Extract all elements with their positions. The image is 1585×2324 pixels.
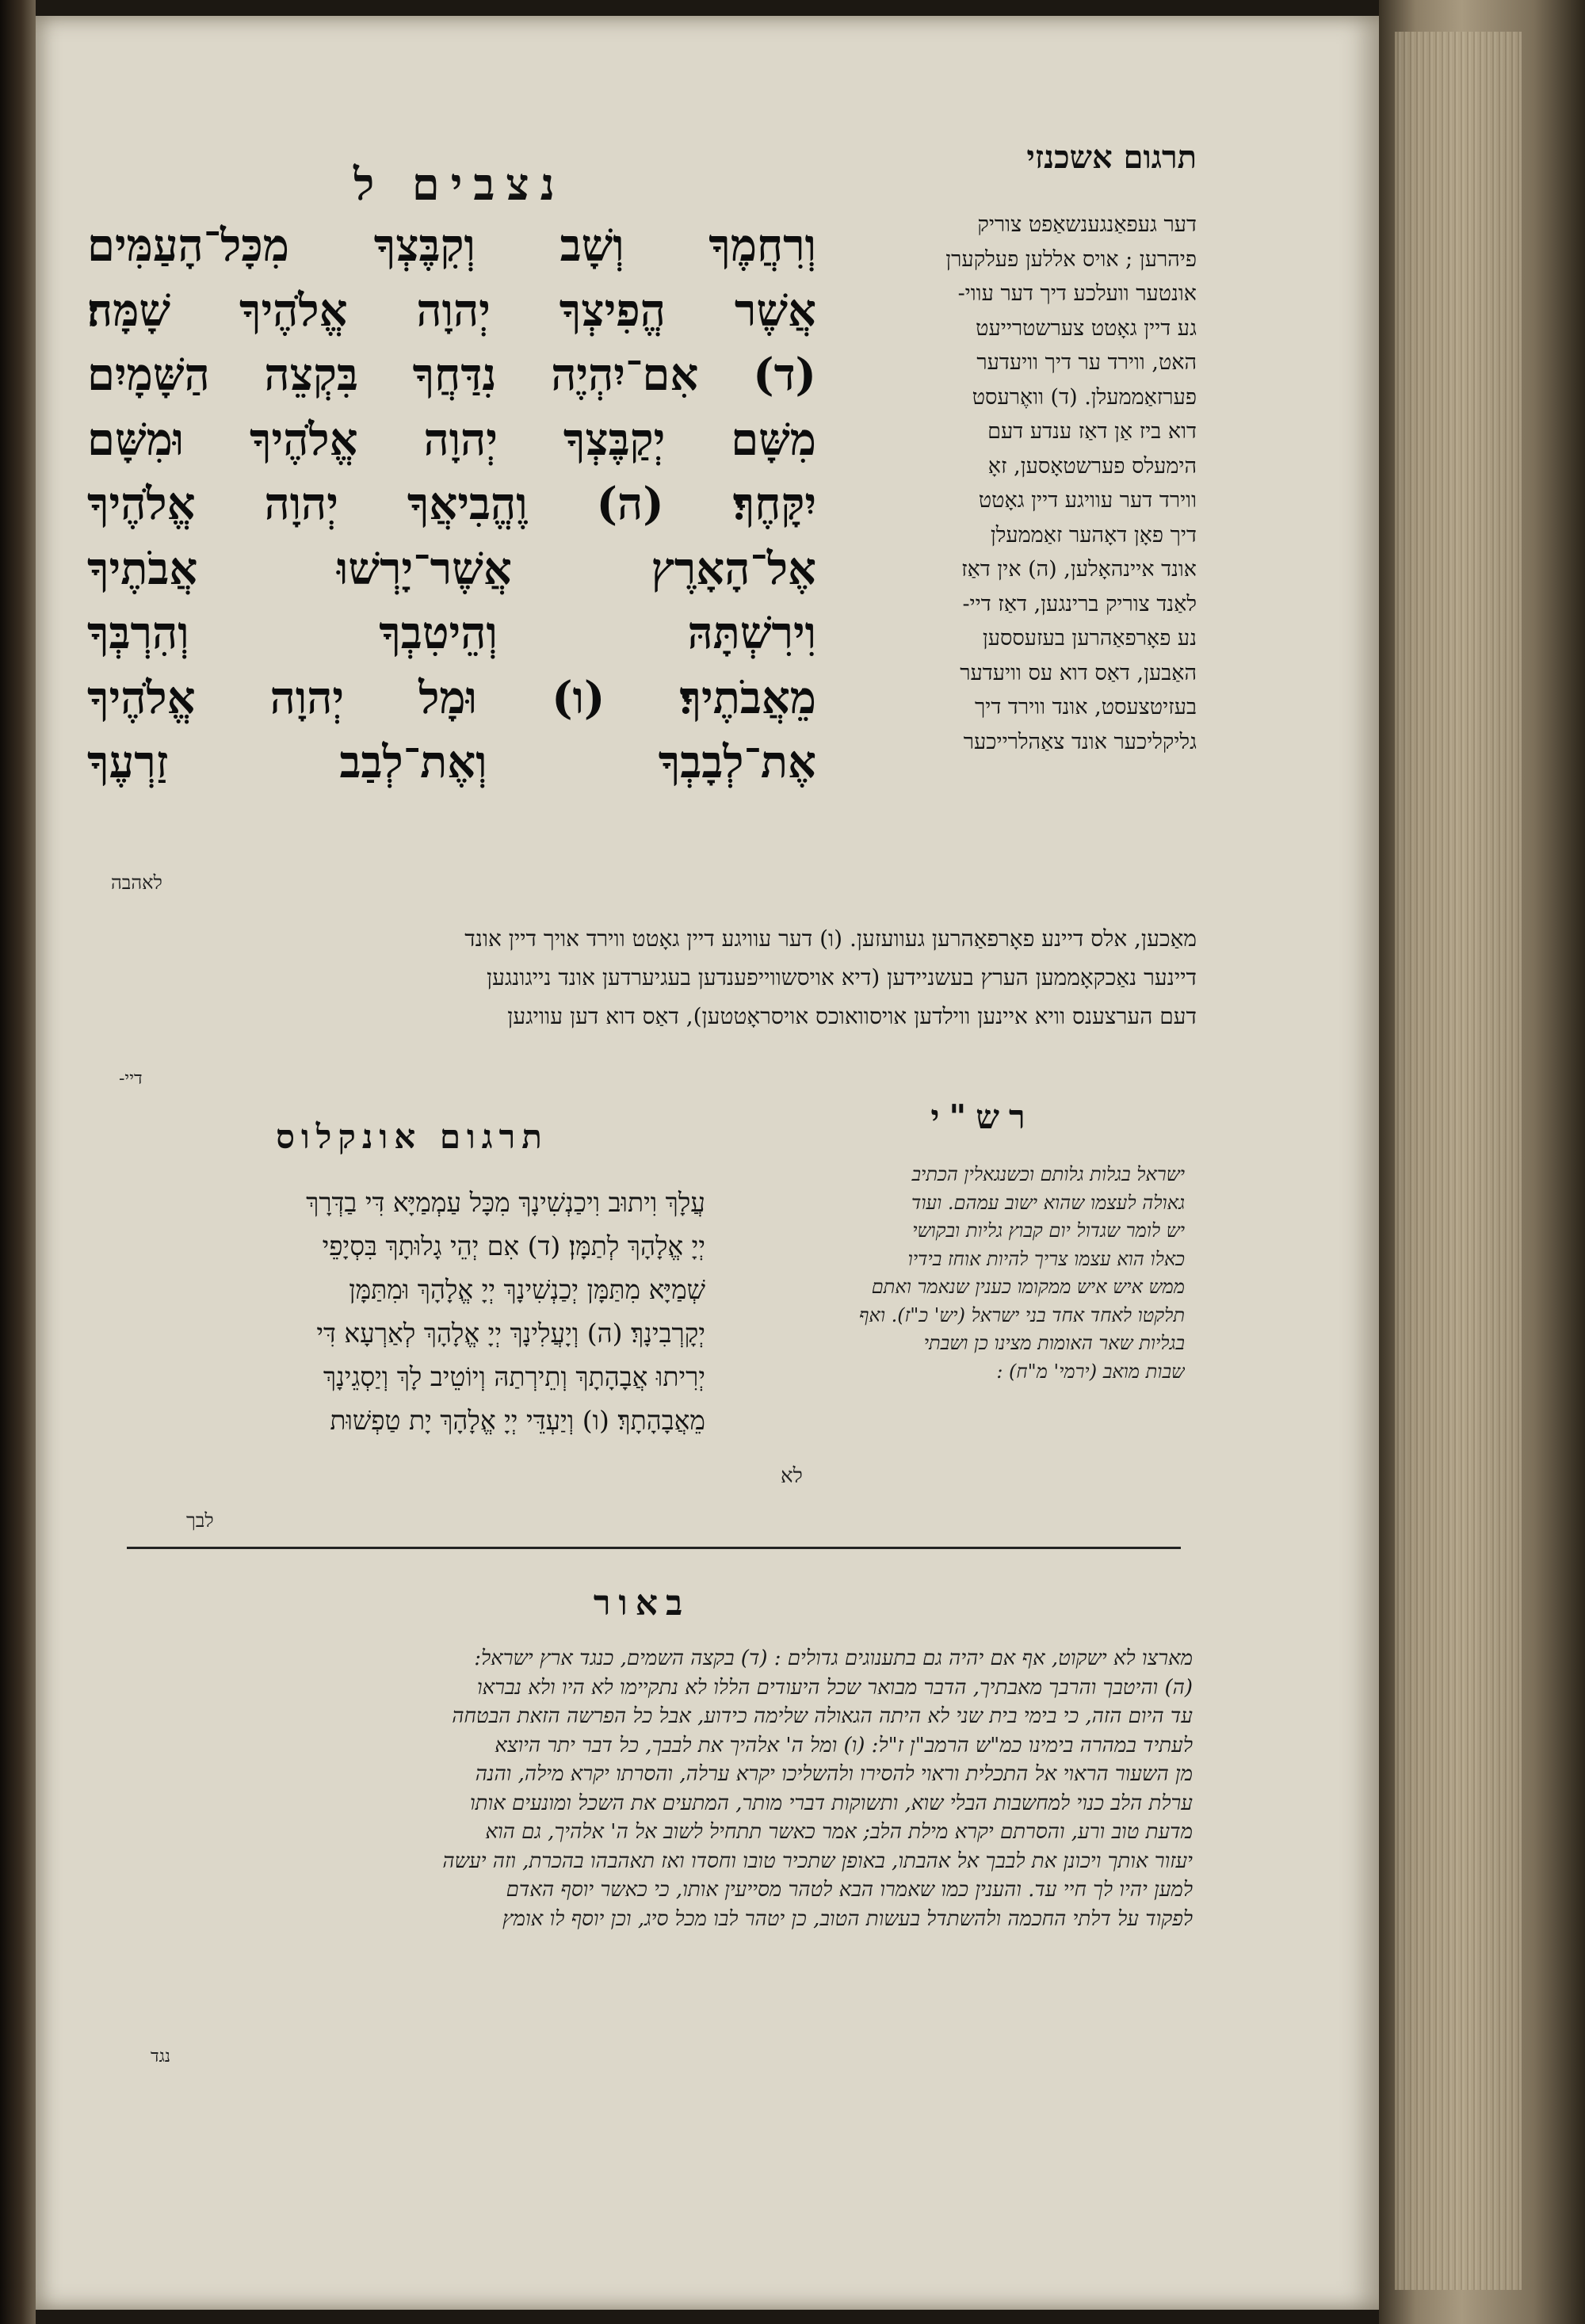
bible-line: אֶל־הָאָרֶץ אֲשֶׁר־יָרְשׁוּ אֲבֹתֶיךָ xyxy=(87,542,816,595)
bible-line: אֲשֶׁר הֱפִיצְךָ יְהוָה אֱלֹהֶיךָ שָׁמָּה׃ xyxy=(87,284,816,337)
page-edges xyxy=(1395,32,1522,2290)
yiddish-line: דוא ביז אַן דאַז ענדע דעם xyxy=(987,419,1197,444)
rashi-line: כאלו הוא עצמו צריך להיות אוחז בידיו xyxy=(907,1247,1185,1270)
biur-line: מן השעור הראוי אל התכלית וראוי להסירו ולהשליכו יקרא ערלה, והסרתו יקרא מילה, והנה xyxy=(475,1762,1193,1786)
onkelos-line: מֵאֲבָהָתָךְ׃ (ו) וְיַעְדֵּי יְיָ אֱלָהָךְ יָת טַפְשׁוּת xyxy=(330,1405,705,1436)
bible-line: מִשָּׁם יְקַבֶּצְךָ יְהוָה אֱלֹהֶיךָ וּמִשָּׁם xyxy=(87,413,816,466)
rashi-line: ממש איש איש ממקומו כענין שנאמר ואתם xyxy=(871,1276,1185,1298)
onkelos-line: שְׁמַיָּא מִתַּמָּן יְכַנְשִׁינָךְ יְיָ אֱלָהָךְ וּמִתַּמָּן xyxy=(349,1274,705,1305)
rashi-title: רש"י xyxy=(930,1097,1035,1136)
yiddish-line: דיינער נאַכקאָממען הערץ בעשניידען (דיא אויסשווייפענדען בעגיערדען אונד נייגונגען xyxy=(486,964,1197,990)
yiddish-line: הימעלס פערשטאָסען, זאָ xyxy=(987,453,1197,479)
rashi-line: תלקטו לאחד אחד בני ישראל (יש' כ"ז). ואף xyxy=(859,1303,1185,1326)
bible-line: מֵאֲבֹתֶיךָ׃ (ו) וּמָל יְהוָה אֱלֹהֶיךָ xyxy=(87,671,816,724)
rashi-line: בגליות שאר האומות מצינו כן ושבתי xyxy=(923,1332,1185,1354)
yiddish-line: ווירד דער עוויגע דיין גאָטט xyxy=(978,488,1197,513)
biur-line: עד היום הזה, כי בימי בית שני לא היתה הגאולה שלימה כידוע, אבל כל הפרשה הזאת הבטחה xyxy=(452,1704,1193,1728)
yiddish-line: פיהרען ; אויס אללען פעלקערן xyxy=(945,246,1197,272)
book-spine-shadow xyxy=(0,0,36,2324)
biur-catchword: נגד xyxy=(151,2047,170,2066)
onkelos-catchword: לבך xyxy=(186,1509,214,1532)
yiddish-line: בעזיטצעסט, אונד ווירד דיך xyxy=(975,695,1197,719)
bible-catchword: לאהבה xyxy=(111,872,162,894)
onkelos-line: יְקָרְבִינָךְ׃ (ה) וְיָעֲלִינָךְ יְיָ אֱלָהָךְ לְאַרְעָא דִּי xyxy=(316,1318,705,1349)
rashi-commentary xyxy=(733,1161,1185,1386)
rashi-line: שבות מואב (ירמי' מ"ח) : xyxy=(996,1360,1185,1383)
yiddish-line: לאַנד צוריק ברינגען, דאַז דיי- xyxy=(962,591,1197,616)
yiddish-line: אונד איינהאָלען, (ה) אין דאַז xyxy=(961,557,1197,582)
biur-title: באור xyxy=(593,1583,691,1624)
bible-line: (ד) אִם־יִהְיֶה נִדַּחֲךָ בִּקְצֵה הַשָּׁמָיִם xyxy=(87,349,816,401)
rashi-line: יש לומר שגדול יום קבוץ גליות ובקושי xyxy=(912,1219,1185,1242)
rashi-line: גאולה לעצמו שהוא ישוב עמהם. ועוד xyxy=(911,1191,1185,1214)
yiddish-line: נע פאָרפאַהרען בעזעססען xyxy=(982,626,1197,651)
yiddish-line: דעם הערצענס וויא איינען ווילדען אויסוואוכס אויסראָטטען), דאַס דוא דען עוויגען xyxy=(507,1003,1197,1029)
yiddish-line: מאַכען, אלס דיינע פאָרפאַהרען געוועזען. (ו) דער עוויגע דיין גאָטט ווירד אויך דיין אונד xyxy=(464,925,1197,952)
onkelos-line: עֲלָךְ וִיתוּב וִיכַנְשִׁינָךְ מִכָּל עַמְמַיָּא דִּי בַדְּרָךְ xyxy=(306,1187,705,1218)
yiddish-line: גליקליכער אונד צאַהלרייכער xyxy=(963,729,1197,754)
header-parasha: נצבים ל xyxy=(353,158,566,211)
yiddish-line: אונטער וועלכע דיך דער עווי- xyxy=(957,281,1197,306)
yiddish-line: האט, ווירד ער דיך וויעדער xyxy=(976,350,1197,375)
bible-line: יִקָּחֶךָ׃ (ה) וֶהֱבִיאֲךָ יְהוָה אֱלֹהֶיךָ xyxy=(87,478,816,530)
biur-line: יעזור אותך ויכונן את לבבך אל אהבתו, באופן שתכיר טובו וחסדו ואז תאהבהו בהכרת, וזה יעשה xyxy=(442,1849,1193,1873)
biur-line: לפקוד על דלתי החכמה ולהשתדל בעשות הטוב, כן יטהר לבו מכל סיג, וכן יוסף לו אומץ xyxy=(502,1906,1193,1931)
biur-line: למען יהיו לך חיי עד. והענין כמו שאמרו הבא לטהר מסייעין אותו, כי כאשר יוסף האדם xyxy=(506,1878,1193,1902)
bible-line: אֶת־לְבָבְךָ וְאֶת־לְבַב זַרְעֶךָ xyxy=(87,736,816,788)
yiddish-continuation xyxy=(87,919,1197,1036)
onkelos-title: תרגום אונקלוס xyxy=(276,1117,548,1156)
onkelos-text xyxy=(119,1181,705,1442)
onkelos-line: יְיָ אֱלָהָךְ לְתַמָּן׃ (ד) אִם יְהֵי גָלוּתָךְ בִּסְיָפֵי xyxy=(322,1231,705,1261)
onkelos-line: יְרִיתוּ אֲבָהָתָךְ וְתֵירְתַהּ וְיוֹטֵיב לָךְ וְיַסְגֵינָךְ xyxy=(323,1361,705,1392)
biur-commentary xyxy=(119,1644,1193,1933)
yiddish-line: גע דיין גאָטט צערשטרייעט xyxy=(976,315,1197,341)
yiddish-line: דיך פאָן דאָהער זאַממעלן xyxy=(990,522,1197,548)
biur-line: ערלת הלב כנוי למחשבות הבלי שוא, ותשוקות דברי מותר, המתעים את השכל ומונעים אותו xyxy=(470,1791,1193,1815)
yiddish-column xyxy=(824,208,1197,759)
yiddish-line: האַבען, דאַס דוא עס וויעדער xyxy=(960,660,1197,685)
bible-text xyxy=(87,214,816,796)
biur-line: מארצו לא ישקוט, אף אם יהיה גם בתענוגים גדולים : (ד) בקצה השמים, כנגד ארץ ישראל: xyxy=(474,1647,1193,1670)
biur-line: לעתיד במהרה בימינו כמ"ש הרמב"ן ז"ל: (ו) ומל ה' אלהיך את לבבך, כל דבר יתר היוצא xyxy=(495,1733,1193,1757)
yiddish-catchword: דיי- xyxy=(119,1069,143,1089)
section-divider xyxy=(127,1547,1181,1549)
biur-line: מדעת טוב ורע, והסרתם יקרא מילת הלב; אמר כאשר תתחיל לשוב אל ה' אלהיך, גם הוא xyxy=(485,1820,1193,1844)
yiddish-line: פערזאַממעלן. (ד) וואֶרעסט xyxy=(972,384,1197,410)
rashi-line: ישראל בגלות גלותם וכשנגאלין הכתיב xyxy=(911,1163,1185,1185)
header-targum-ashkenazi: תרגום אשכנזי xyxy=(1026,139,1197,176)
rashi-catchword: לא xyxy=(781,1464,803,1488)
biur-line: (ה) והיטבך והרבך מאבתיך, הדבר מבואר שכל היעודים הללו לא נתקיימו לא היו ולא נבראו xyxy=(476,1675,1193,1700)
bible-line: וְרִחֲמֶךָ וְשָׁב וְקִבֶּצְךָ מִכָּל־הָעַמִּים xyxy=(87,219,816,272)
yiddish-line: דער געפאַנגענשאַפט צוריק xyxy=(977,212,1197,237)
bible-line: וִירִשְׁתָּהּ וְהֵיטִבְךָ וְהִרְבְּךָ xyxy=(87,607,816,659)
